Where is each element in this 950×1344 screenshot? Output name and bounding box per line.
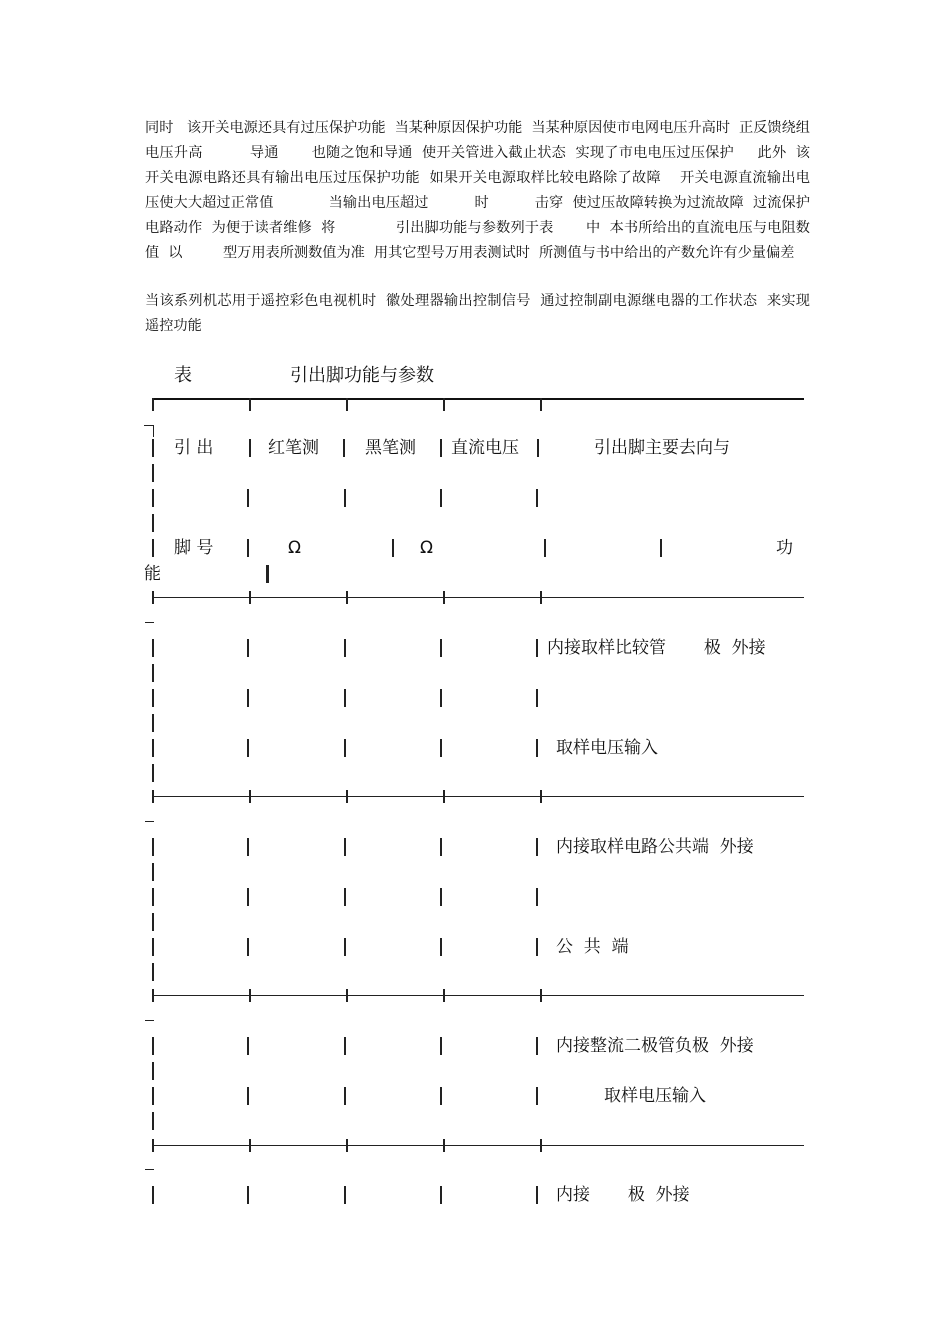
table-border [660, 539, 662, 557]
table-border [344, 1186, 346, 1204]
table-tick [346, 591, 348, 604]
table-tick [152, 1139, 154, 1152]
table-border [247, 1186, 249, 1204]
table-border [247, 689, 249, 707]
table-border [536, 689, 538, 707]
table-border [152, 439, 154, 457]
table-border [536, 489, 538, 507]
table-border [152, 539, 154, 557]
table-caption-title: 引出脚功能与参数 [290, 365, 434, 386]
table-tick [249, 790, 251, 803]
row-3-function-2: 取样电压输入 [604, 1086, 706, 1106]
table-tick [249, 989, 251, 1002]
table-corner-mark [145, 622, 154, 623]
table-border [344, 1037, 346, 1055]
table-tick [346, 790, 348, 803]
table-border [152, 1062, 154, 1080]
table-tick [443, 790, 445, 803]
header-function-char-2: 能 [144, 564, 161, 584]
table-border [247, 938, 249, 956]
table-border [152, 838, 154, 856]
table-border [536, 639, 538, 657]
table-border [536, 888, 538, 906]
table-corner-mark [145, 1020, 154, 1021]
table-border [247, 539, 249, 557]
header-pin-number-2: 脚 号 [174, 538, 214, 558]
table-border [247, 639, 249, 657]
table-border [440, 838, 442, 856]
table-border [152, 714, 154, 732]
table-tick [443, 398, 445, 411]
table-border [152, 888, 154, 906]
header-dc-voltage: 直流电压 [451, 438, 519, 458]
table-border [344, 938, 346, 956]
table-border [343, 439, 345, 457]
ohm-unit-black: Ω [420, 538, 433, 558]
table-border [536, 739, 538, 757]
table-border [152, 739, 154, 757]
table-border [536, 1037, 538, 1055]
table-border [249, 439, 251, 457]
table-border [536, 838, 538, 856]
table-border [440, 888, 442, 906]
table-border [152, 938, 154, 956]
table-border [440, 938, 442, 956]
table-tick [443, 1139, 445, 1152]
table-border [152, 1186, 154, 1204]
table-tick [540, 989, 542, 1002]
table-corner-mark [144, 425, 154, 437]
table-tick [249, 1139, 251, 1152]
table-border [247, 838, 249, 856]
table-tick [249, 398, 251, 411]
table-border [344, 1087, 346, 1105]
table-border [266, 565, 269, 583]
row-3-function: 内接整流二极管负极 外接 [556, 1036, 754, 1056]
row-2-function: 内接取样电路公共端 外接 [556, 837, 754, 857]
table-border [152, 863, 154, 881]
table-tick [152, 790, 154, 803]
table-border [440, 739, 442, 757]
table-border [152, 1112, 154, 1130]
table-tick [346, 1139, 348, 1152]
table-tick [540, 1139, 542, 1152]
table-border [152, 1087, 154, 1105]
table-tick [346, 989, 348, 1002]
table-border [440, 439, 442, 457]
table-border [537, 439, 539, 457]
header-black-probe: 黑笔测 [365, 438, 416, 458]
table-border [344, 689, 346, 707]
table-border [440, 1087, 442, 1105]
table-border [440, 1186, 442, 1204]
body-paragraph-2: 当该系列机芯用于遥控彩色电视机时 徽处理器输出控制信号 通过控制副电源继电器的工作状态 来实现遥控功能 [145, 293, 810, 334]
table-border [152, 514, 154, 532]
table-border [247, 489, 249, 507]
table-border [544, 539, 546, 557]
table-tick [540, 790, 542, 803]
table-border [440, 689, 442, 707]
row-1-function: 内接取样比较管 极 外接 [547, 638, 766, 658]
table-border [392, 539, 394, 557]
table-caption-label: 表 [174, 365, 192, 386]
table-tick [540, 398, 542, 411]
row-4-function: 内接 极 外接 [556, 1185, 690, 1205]
table-border [152, 1037, 154, 1055]
table-border [152, 664, 154, 682]
table-border [247, 1037, 249, 1055]
table-border [344, 489, 346, 507]
table-border [152, 963, 154, 981]
table-border [344, 888, 346, 906]
header-pin-function: 引出脚主要去向与 [594, 438, 730, 458]
header-pin-number: 引 出 [174, 438, 214, 458]
table-tick [249, 591, 251, 604]
header-function-char: 功 [776, 538, 793, 558]
table-tick [346, 398, 348, 411]
table-border [152, 689, 154, 707]
table-border [536, 1186, 538, 1204]
row-1-function-2: 取样电压输入 [556, 738, 658, 758]
table-tick [443, 591, 445, 604]
table-border [440, 1037, 442, 1055]
table-border [152, 639, 154, 657]
table-tick [152, 398, 154, 411]
body-paragraph-1: 同时 该开关电源还具有过压保护功能 当某种原因保护功能 当某种原因使市电网电压升高时 正反馈绕组电压升高 导通 也随之饱和导通 使开关管进入截止状态 实现了市电电压过压保护 此外 该开关电源电路还具有输出电压过压保护功能 如果开关电源取样比较电路除了故障 开关电源直流输出电压使大大超过正常值 当输出电压超过 时 击穿 使过压故障转换为过流故障 过流保护电路动作 为便于读者维修 将 引出脚功能与参数列于表 中 本书所给出的直流电压与电阻数值 以 型万用表所测数值为准 用其它型号万用表测试时 所测值与书中给出的产数允许有少量偏差 [145, 120, 810, 261]
table-tick [152, 989, 154, 1002]
header-red-probe: 红笔测 [268, 438, 319, 458]
table-border [440, 489, 442, 507]
table-border [152, 489, 154, 507]
table-corner-mark [145, 1169, 154, 1170]
table-border [440, 639, 442, 657]
table-border [152, 913, 154, 931]
row-2-function-2: 公 共 端 [556, 937, 629, 957]
table-border [536, 938, 538, 956]
ohm-unit-red: Ω [288, 538, 301, 558]
table-border [344, 838, 346, 856]
table-border [344, 739, 346, 757]
table-border [247, 888, 249, 906]
table-border [344, 639, 346, 657]
table-border [152, 464, 154, 482]
table-tick [540, 591, 542, 604]
table-border [152, 764, 154, 782]
table-border [536, 1087, 538, 1105]
table-border [247, 739, 249, 757]
table-tick [443, 989, 445, 1002]
table-corner-mark [145, 821, 154, 822]
table-tick [152, 591, 154, 604]
table-border [247, 1087, 249, 1105]
